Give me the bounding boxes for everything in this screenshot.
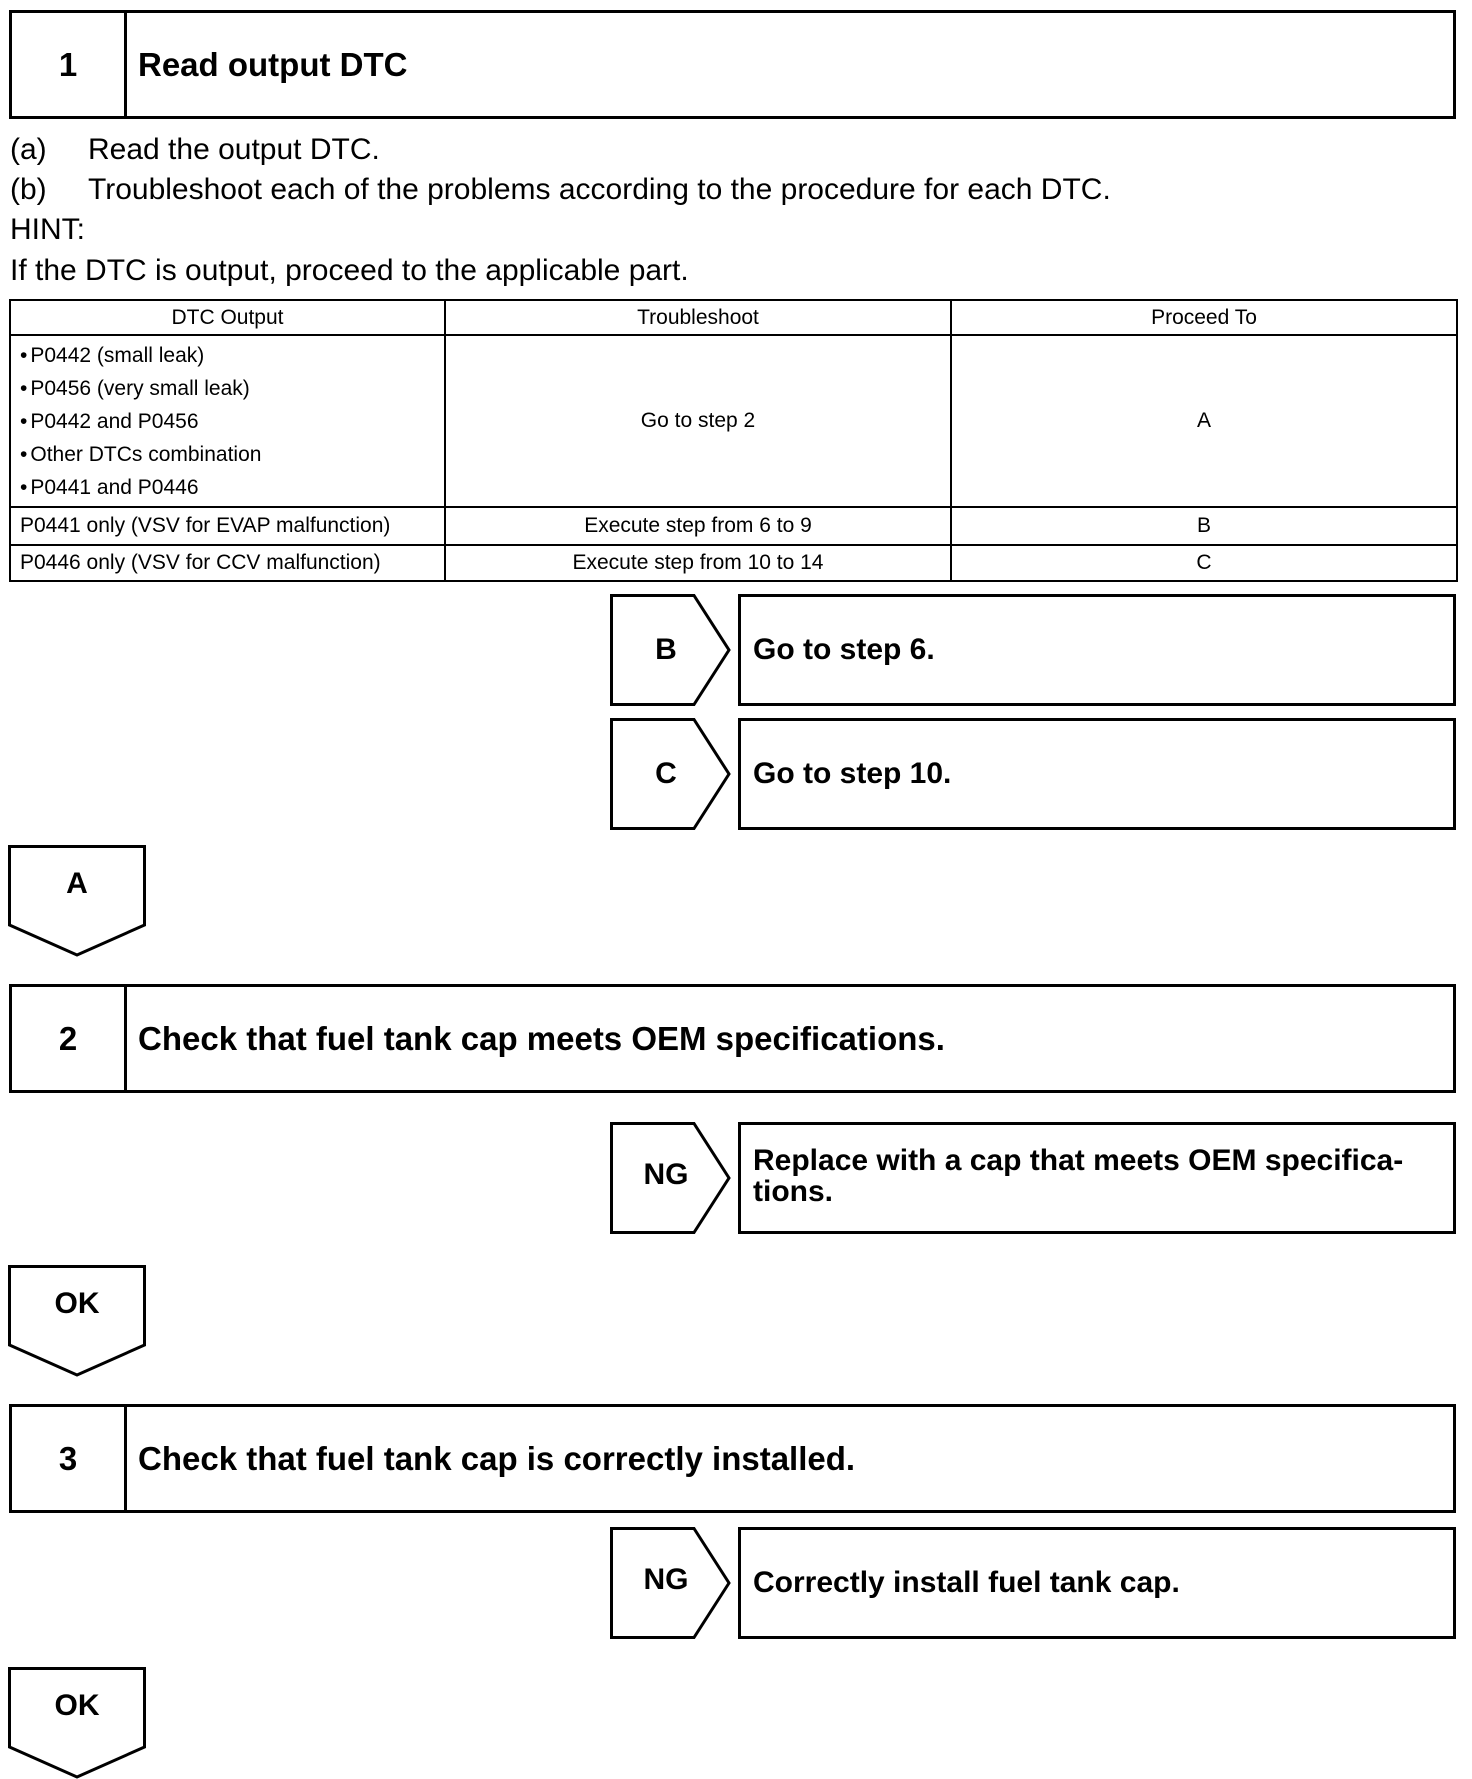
step-number: 3 <box>12 1407 127 1510</box>
branch-b-result: Go to step 6. <box>738 594 1456 706</box>
dtc-output-cell: P0446 only (VSV for CCV malfunction) <box>10 545 445 581</box>
hint-label: HINT: <box>10 213 85 246</box>
instruction-b-label: (b) <box>10 173 47 206</box>
branch-label: NG <box>643 1158 689 1191</box>
branch-label: B <box>655 633 677 666</box>
list-item: • P0442 and P0456 <box>20 405 435 438</box>
step-1-header <box>9 10 1456 119</box>
step-number: 1 <box>12 13 127 116</box>
chevron-down-icon <box>8 1667 146 1779</box>
step-2-header <box>9 984 1456 1093</box>
list-item: • P0441 and P0446 <box>20 471 435 504</box>
flow-marker-a <box>8 845 146 957</box>
instruction-a-text: Read the output DTC. <box>88 133 380 166</box>
flow-label: OK <box>54 1287 100 1320</box>
header-troubleshoot: Troubleshoot <box>445 300 951 335</box>
chevron-down-icon <box>8 1265 146 1377</box>
step-3-header <box>9 1404 1456 1513</box>
branch-ng-result: Replace with a cap that meets OEM specifica-tions. <box>738 1122 1456 1234</box>
instruction-a-label: (a) <box>10 133 47 166</box>
table-row <box>10 335 1457 507</box>
chevron-down-icon <box>8 845 146 957</box>
troubleshoot-cell: Execute step from 10 to 14 <box>445 545 951 581</box>
troubleshoot-cell: Go to step 2 <box>445 335 951 507</box>
dtc-output-list <box>20 339 435 504</box>
list-item: • P0456 (very small leak) <box>20 372 435 405</box>
instruction-b <box>10 170 1111 210</box>
table-header-row <box>10 300 1457 335</box>
branch-ng-result: Correctly install fuel tank cap. <box>738 1527 1456 1639</box>
branch-b-arrow <box>610 594 732 706</box>
flow-marker-ok <box>8 1667 146 1779</box>
step-title: Check that fuel tank cap is correctly installed. <box>138 1439 856 1477</box>
table-row <box>10 507 1457 545</box>
troubleshoot-cell: Execute step from 6 to 9 <box>445 507 951 545</box>
flow-marker-ok <box>8 1265 146 1377</box>
branch-c-arrow <box>610 718 732 830</box>
dtc-table <box>9 299 1458 582</box>
branch-c-result: Go to step 10. <box>738 718 1456 830</box>
table-row <box>10 545 1457 581</box>
header-proceed-to: Proceed To <box>951 300 1457 335</box>
dtc-output-cell: P0441 only (VSV for EVAP malfunction) <box>10 507 445 545</box>
branch-ng-arrow <box>610 1527 732 1639</box>
list-item: • Other DTCs combination <box>20 438 435 471</box>
proceed-to-cell: A <box>951 335 1457 507</box>
instruction-b-text: Troubleshoot each of the problems according to the procedure for each DTC. <box>88 173 1111 206</box>
flow-label: OK <box>54 1689 100 1722</box>
step-title: Check that fuel tank cap meets OEM specifications. <box>138 1019 945 1057</box>
step-title: Read output DTC <box>138 45 408 83</box>
list-item: • P0442 (small leak) <box>20 339 435 372</box>
step-number: 2 <box>12 987 127 1090</box>
proceed-to-cell: B <box>951 507 1457 545</box>
branch-label: NG <box>643 1563 689 1596</box>
dtc-output-cell <box>10 335 445 507</box>
proceed-to-cell: C <box>951 545 1457 581</box>
branch-ng-arrow <box>610 1122 732 1234</box>
header-dtc-output: DTC Output <box>10 300 445 335</box>
hint-text: If the DTC is output, proceed to the applicable part. <box>10 254 689 287</box>
instruction-a <box>10 130 380 170</box>
branch-label: C <box>655 757 677 790</box>
flow-label: A <box>66 867 88 900</box>
